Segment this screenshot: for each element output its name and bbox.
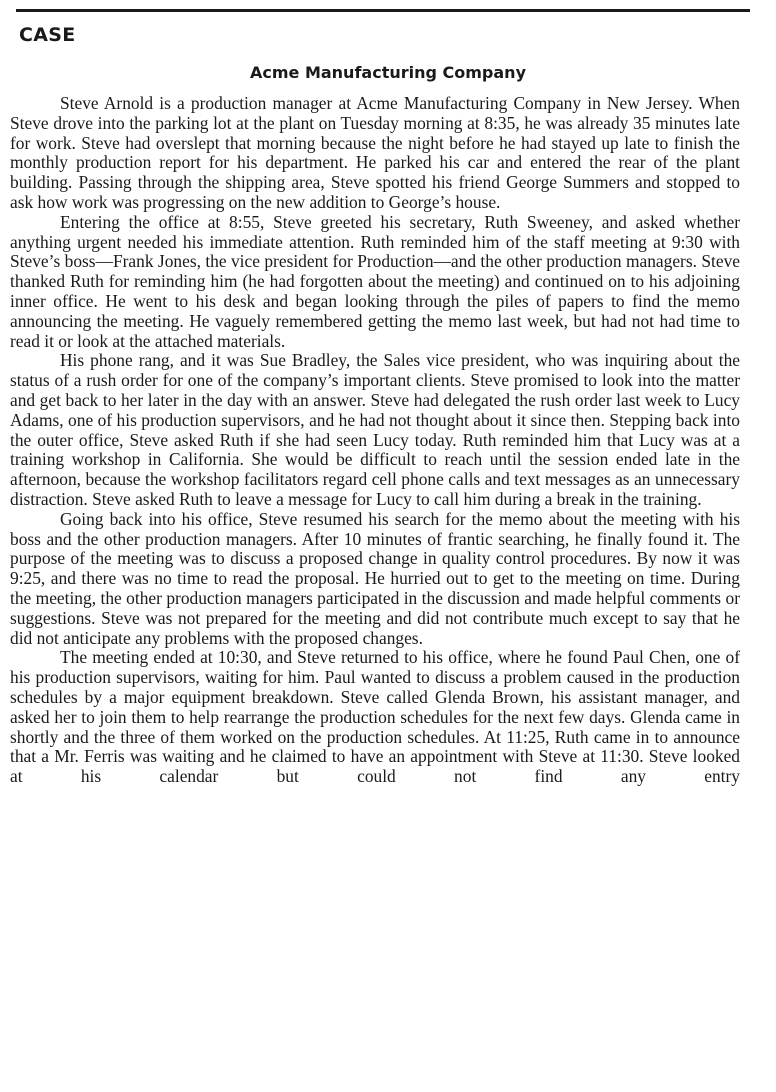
paragraph-5: The meeting ended at 10:30, and Steve returned to his office, where he found Paul Chen, one of his production supervisors, waiting for him. Paul wanted to discuss a problem caused in the production schedules by a major equipment breakdown. Steve called Glenda Brown, his assistant manager, and asked her to join them to help rearrange the production schedules for the next few days. Glenda came in shortly and the three of them worked on the production schedules. At 11:25, Ruth came in to announce that a Mr. Ferris was waiting and he claimed to have an appointment with Steve at 11:30. Steve looked at his calendar but could not find any entry: [10, 647, 740, 787]
paragraph-4: Going back into his office, Steve resumed his search for the memo about the meeting with his boss and the other production managers. After 10 minutes of frantic searching, he finally found it. The purpose of the meeting was to discuss a proposed change in quality control procedures. By now it was 9:25, and there was no time to read the proposal. He hurried out to get to the meeting on time. During the meeting, the other production managers participated in the discussion and made helpful comments or suggestions. Steve was not prepared for the meeting and did not contribute much except to say that he did not anticipate any problems with the proposed changes.: [10, 508, 740, 648]
top-rule: [16, 9, 750, 12]
case-label: CASE: [19, 24, 76, 46]
case-body: [10, 94, 740, 787]
paragraph-1: Steve Arnold is a production manager at Acme Manufacturing Company in New Jersey. When Steve drove into the parking lot at the plant on Tuesday morning at 8:35, he was already 35 minutes late for work. Steve had overslept that morning because the night before he had stayed up late to finish the monthly production report for his department. He parked his car and entered the rear of the plant building. Passing through the shipping area, Steve spotted his friend George Summers and stopped to ask how work was progressing on the new addition to George’s house.: [10, 93, 740, 212]
paragraph-2: Entering the office at 8:55, Steve greeted his secretary, Ruth Sweeney, and asked whether anything urgent needed his immediate attention. Ruth reminded him of the staff meeting at 9:30 with Steve’s boss—Frank Jones, the vice president for Production—and the other production managers. Steve thanked Ruth for reminding him (he had forgotten about the meeting) and continued on to his adjoining inner office. He went to his desk and began looking through the piles of papers to find the memo announcing the meeting. He vaguely remembered getting the memo last week, but had not had time to read it or look at the attached materials.: [10, 211, 740, 351]
paragraph-3: His phone rang, and it was Sue Bradley, the Sales vice president, who was inquiring about the status of a rush order for one of the company’s important clients. Steve promised to look into the matter and get back to her later in the day with an answer. Steve had delegated the rush order last week to Lucy Adams, one of his production supervisors, and he had not thought about it since then. Stepping back into the outer office, Steve asked Ruth if she had seen Lucy today. Ruth reminded him that Lucy was at a training workshop in California. She would be difficult to reach until the session ended late in the afternoon, because the workshop facilitators regard cell phone calls and text messages as an unnecessary distraction. Steve asked Ruth to leave a message for Lucy to call him during a break in the training.: [10, 350, 740, 509]
case-title: Acme Manufacturing Company: [249, 63, 526, 82]
